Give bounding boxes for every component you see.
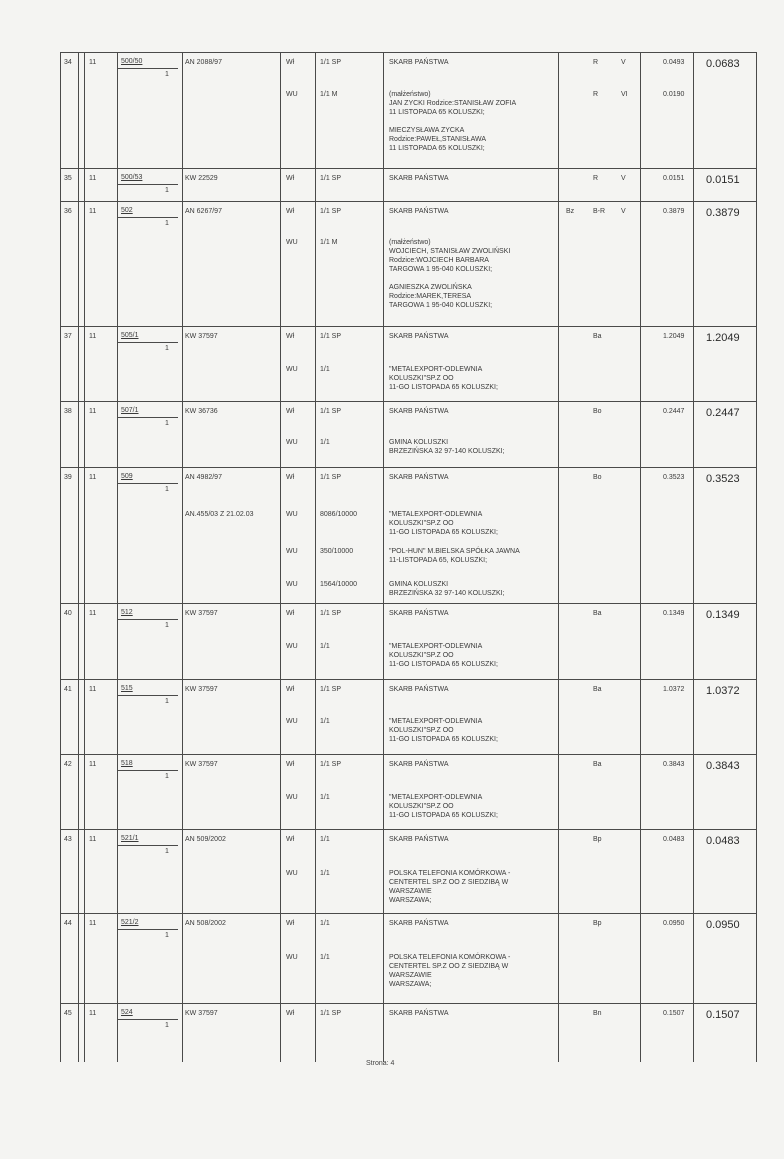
row-number: 34	[64, 59, 72, 66]
owner-line: SKARB PAŃSTWA	[389, 836, 449, 843]
parcel-fraction-line	[118, 217, 178, 218]
use-area: 0.0493	[663, 59, 685, 66]
parcel-number: 509	[121, 473, 133, 480]
owner-line: WARSZAWIE	[389, 888, 432, 895]
parcel-total-area: 0.0950	[706, 919, 740, 931]
entry-share: 350/10000	[320, 548, 354, 555]
use-class-a: Bz	[566, 208, 575, 215]
parcel-total-area: 0.0483	[706, 835, 740, 847]
entry-type: WU	[286, 548, 298, 555]
parcel-fraction-line	[118, 417, 178, 418]
owner-line: 11 LISTOPADA 65 KOLUSZKI;	[389, 145, 485, 152]
entry-type: WU	[286, 91, 298, 98]
title-document: AN 2088/97	[185, 59, 222, 66]
parcel-sheet: 1	[165, 220, 169, 227]
entry-share: 1/1	[320, 439, 330, 446]
precinct-number: 11	[89, 836, 97, 843]
parcel-total-area: 0.3523	[706, 473, 740, 485]
owner-line: AGNIESZKA ZWOLIŃSKA	[389, 284, 472, 291]
precinct-number: 11	[89, 59, 97, 66]
entry-type: WU	[286, 954, 298, 961]
parcel-fraction-line	[118, 695, 178, 696]
owner-line: 11-GO LISTOPADA 65 KOLUSZKI;	[389, 661, 498, 668]
table-border	[280, 52, 281, 1062]
entry-share: 1/1 SP	[320, 1010, 342, 1017]
entry-share: 1/1	[320, 920, 330, 927]
entry-type: Wł	[286, 686, 295, 693]
row-separator	[60, 829, 756, 830]
use-class-b: R	[593, 175, 599, 182]
owner-line: "POL-HUN" M.BIELSKA SPÓŁKA JAWNA	[389, 548, 520, 555]
entry-share: 1/1	[320, 836, 330, 843]
parcel-total-area: 0.2447	[706, 407, 740, 419]
parcel-fraction-line	[118, 619, 178, 620]
entry-share: 1/1 SP	[320, 208, 342, 215]
entry-share: 1/1 SP	[320, 175, 342, 182]
owner-line: TARGOWA 1 95-040 KOLUSZKI;	[389, 302, 493, 309]
owner-line: WARSZAWIE	[389, 972, 432, 979]
entry-type: Wł	[286, 920, 295, 927]
entry-share: 1/1 SP	[320, 686, 342, 693]
parcel-sheet: 1	[165, 420, 169, 427]
use-area: 0.0151	[663, 175, 685, 182]
title-document: KW 36736	[185, 408, 218, 415]
entry-type: Wł	[286, 175, 295, 182]
use-area: 0.1349	[663, 610, 685, 617]
owner-line: SKARB PAŃSTWA	[389, 474, 449, 481]
table-border	[693, 52, 694, 1062]
parcel-sheet: 1	[165, 932, 169, 939]
title-document: AN 508/2002	[185, 920, 226, 927]
owner-line: KOLUSZKI"SP.Z OO	[389, 652, 454, 659]
row-number: 43	[64, 836, 72, 843]
parcel-number: 512	[121, 609, 133, 616]
soil-class: V	[621, 175, 626, 182]
owner-line: SKARB PAŃSTWA	[389, 920, 449, 927]
precinct-number: 11	[89, 761, 97, 768]
use-area: 1.2049	[663, 333, 685, 340]
table-border	[640, 52, 641, 1062]
parcel-number: 500/50	[121, 58, 143, 65]
owner-line: 11-GO LISTOPADA 65 KOLUSZKI;	[389, 384, 498, 391]
owner-line: SKARB PAŃSTWA	[389, 610, 449, 617]
owner-line: SKARB PAŃSTWA	[389, 1010, 449, 1017]
entry-type: WU	[286, 239, 298, 246]
parcel-number: 507/1	[121, 407, 139, 414]
entry-share: 1/1	[320, 870, 330, 877]
row-number: 38	[64, 408, 72, 415]
owner-line: MIECZYSŁAWA ZYCKA	[389, 127, 465, 134]
parcel-total-area: 0.0683	[706, 58, 740, 70]
owner-line: KOLUSZKI"SP.Z OO	[389, 520, 454, 527]
parcel-fraction-line	[118, 929, 178, 930]
parcel-number: 518	[121, 760, 133, 767]
parcel-total-area: 1.0372	[706, 685, 740, 697]
entry-type: WU	[286, 581, 298, 588]
precinct-number: 11	[89, 610, 97, 617]
title-document: AN 4982/97	[185, 474, 222, 481]
parcel-total-area: 0.0151	[706, 174, 740, 186]
parcel-number: 505/1	[121, 332, 139, 339]
parcel-sheet: 1	[165, 486, 169, 493]
entry-type: WU	[286, 439, 298, 446]
use-class-b: Bo	[593, 408, 602, 415]
parcel-number: 502	[121, 207, 133, 214]
parcel-fraction-line	[118, 68, 178, 69]
row-separator	[60, 913, 756, 914]
entry-type: Wł	[286, 836, 295, 843]
precinct-number: 11	[89, 333, 97, 340]
parcel-fraction-line	[118, 342, 178, 343]
table-border	[78, 52, 79, 1062]
page-number: Strona: 4	[366, 1060, 395, 1067]
entry-type: WU	[286, 718, 298, 725]
use-area: 0.0950	[663, 920, 685, 927]
parcel-fraction-line	[118, 184, 178, 185]
entry-share: 1/1	[320, 794, 330, 801]
title-document: AN.455/03 Z 21.02.03	[185, 511, 254, 518]
use-area: 0.3879	[663, 208, 685, 215]
entry-share: 8086/10000	[320, 511, 357, 518]
row-number: 45	[64, 1010, 72, 1017]
parcel-fraction-line	[118, 1019, 178, 1020]
entry-share: 1/1	[320, 718, 330, 725]
entry-share: 1/1 M	[320, 239, 338, 246]
use-area: 0.0483	[663, 836, 685, 843]
row-separator	[60, 401, 756, 402]
entry-type: WU	[286, 794, 298, 801]
use-class-b: Bp	[593, 836, 602, 843]
entry-share: 1/1 SP	[320, 761, 342, 768]
parcel-fraction-line	[118, 483, 178, 484]
parcel-fraction-line	[118, 770, 178, 771]
owner-line: TARGOWA 1 95-040 KOLUSZKI;	[389, 266, 493, 273]
parcel-total-area: 0.1349	[706, 609, 740, 621]
parcel-sheet: 1	[165, 71, 169, 78]
row-separator	[60, 168, 756, 169]
parcel-sheet: 1	[165, 1022, 169, 1029]
owner-line: "METALEXPORT-ODLEWNIA	[389, 366, 483, 373]
row-separator	[60, 603, 756, 604]
table-border	[558, 52, 559, 1062]
owner-line: GMINA KOLUSZKI	[389, 439, 449, 446]
owner-line: CENTERTEL SP.Z OO Z SIEDZIBĄ W	[389, 963, 509, 970]
owner-line: POLSKA TELEFONIA KOMÓRKOWA -	[389, 954, 511, 961]
entry-share: 1564/10000	[320, 581, 357, 588]
entry-share: 1/1 SP	[320, 610, 342, 617]
owner-line: BRZEZIŃSKA 32 97-140 KOLUSZKI;	[389, 590, 505, 597]
row-number: 40	[64, 610, 72, 617]
entry-type: WU	[286, 366, 298, 373]
entry-type: Wł	[286, 408, 295, 415]
soil-class: V	[621, 208, 626, 215]
entry-share: 1/1 SP	[320, 408, 342, 415]
parcel-sheet: 1	[165, 622, 169, 629]
owner-line: WARSZAWA;	[389, 981, 432, 988]
use-class-b: Ba	[593, 686, 602, 693]
owner-line: SKARB PAŃSTWA	[389, 208, 449, 215]
entry-type: Wł	[286, 761, 295, 768]
owner-line: "METALEXPORT-ODLEWNIA	[389, 643, 483, 650]
entry-type: WU	[286, 643, 298, 650]
entry-type: Wł	[286, 610, 295, 617]
owner-line: KOLUSZKI"SP.Z OO	[389, 375, 454, 382]
entry-share: 1/1	[320, 954, 330, 961]
entry-type: Wł	[286, 333, 295, 340]
soil-class: V	[621, 59, 626, 66]
entry-share: 1/1	[320, 366, 330, 373]
parcel-number: 500/53	[121, 174, 143, 181]
owner-line: (małżeństwo)	[389, 91, 431, 98]
owner-line: 11-GO LISTOPADA 65 KOLUSZKI;	[389, 812, 498, 819]
title-document: KW 37597	[185, 333, 218, 340]
parcel-total-area: 0.3843	[706, 760, 740, 772]
row-number: 35	[64, 175, 72, 182]
precinct-number: 11	[89, 408, 97, 415]
precinct-number: 11	[89, 175, 97, 182]
parcel-total-area: 0.3879	[706, 207, 740, 219]
owner-line: 11 LISTOPADA 65 KOLUSZKI;	[389, 109, 485, 116]
row-number: 37	[64, 333, 72, 340]
entry-share: 1/1 SP	[320, 474, 342, 481]
title-document: KW 37597	[185, 761, 218, 768]
title-document: AN 6267/97	[185, 208, 222, 215]
owner-line: SKARB PAŃSTWA	[389, 686, 449, 693]
precinct-number: 11	[89, 474, 97, 481]
owner-line: "METALEXPORT-ODLEWNIA	[389, 794, 483, 801]
entry-type: Wł	[286, 59, 295, 66]
parcel-sheet: 1	[165, 698, 169, 705]
row-separator	[60, 679, 756, 680]
owner-line: SKARB PAŃSTWA	[389, 408, 449, 415]
row-number: 39	[64, 474, 72, 481]
use-class-b: B-R	[593, 208, 606, 215]
row-separator	[60, 52, 756, 53]
precinct-number: 11	[89, 920, 97, 927]
owner-line: (małżeństwo)	[389, 239, 431, 246]
entry-share: 1/1 SP	[320, 333, 342, 340]
row-number: 42	[64, 761, 72, 768]
row-number: 44	[64, 920, 72, 927]
owner-line: GMINA KOLUSZKI	[389, 581, 449, 588]
owner-line: SKARB PAŃSTWA	[389, 333, 449, 340]
owner-line: KOLUSZKI"SP.Z OO	[389, 803, 454, 810]
row-separator	[60, 754, 756, 755]
soil-class: VI	[621, 91, 628, 98]
table-border	[383, 52, 384, 1062]
owner-line: SKARB PAŃSTWA	[389, 59, 449, 66]
owner-line: BRZEZIŃSKA 32 97-140 KOLUSZKI;	[389, 448, 505, 455]
use-class-b: Bo	[593, 474, 602, 481]
use-class-b: Bn	[593, 1010, 602, 1017]
owner-line: "METALEXPORT-ODLEWNIA	[389, 718, 483, 725]
use-class-b: Ba	[593, 610, 602, 617]
use-area: 0.3843	[663, 761, 685, 768]
precinct-number: 11	[89, 1010, 97, 1017]
owner-line: CENTERTEL SP.Z OO Z SIEDZIBĄ W	[389, 879, 509, 886]
owner-line: 11-LISTOPADA 65, KOLUSZKI;	[389, 557, 488, 564]
parcel-sheet: 1	[165, 848, 169, 855]
owner-line: Rodzice:PAWEŁ,STANISŁAWA	[389, 136, 486, 143]
parcel-sheet: 1	[165, 773, 169, 780]
owner-line: 11-GO LISTOPADA 65 KOLUSZKI;	[389, 529, 498, 536]
entry-type: WU	[286, 511, 298, 518]
owner-line: Rodzice:WOJCIECH BARBARA	[389, 257, 489, 264]
owner-line: POLSKA TELEFONIA KOMÓRKOWA -	[389, 870, 511, 877]
use-area: 0.2447	[663, 408, 685, 415]
row-separator	[60, 326, 756, 327]
owner-line: "METALEXPORT-ODLEWNIA	[389, 511, 483, 518]
precinct-number: 11	[89, 208, 97, 215]
row-separator	[60, 201, 756, 202]
table-border	[756, 52, 757, 1062]
parcel-number: 515	[121, 685, 133, 692]
table-border	[60, 52, 61, 1062]
parcel-number: 521/2	[121, 919, 139, 926]
entry-share: 1/1	[320, 643, 330, 650]
precinct-number: 11	[89, 686, 97, 693]
title-document: KW 22529	[185, 175, 218, 182]
row-separator	[60, 1003, 756, 1004]
parcel-fraction-line	[118, 845, 178, 846]
owner-line: SKARB PAŃSTWA	[389, 761, 449, 768]
parcel-number: 521/1	[121, 835, 139, 842]
title-document: KW 37597	[185, 610, 218, 617]
owner-line: JAN ZYCKI Rodzice:STANISŁAW ZOFIA	[389, 100, 517, 107]
use-class-b: Ba	[593, 333, 602, 340]
entry-type: WU	[286, 870, 298, 877]
entry-share: 1/1 M	[320, 91, 338, 98]
title-document: KW 37597	[185, 686, 218, 693]
owner-line: 11-GO LISTOPADA 65 KOLUSZKI;	[389, 736, 498, 743]
table-border	[84, 52, 85, 1062]
row-separator	[60, 467, 756, 468]
use-area: 0.0190	[663, 91, 685, 98]
owner-line: SKARB PAŃSTWA	[389, 175, 449, 182]
row-number: 36	[64, 208, 72, 215]
title-document: AN 509/2002	[185, 836, 226, 843]
use-area: 0.3523	[663, 474, 685, 481]
owner-line: KOLUSZKI"SP.Z OO	[389, 727, 454, 734]
owner-line: WARSZAWA;	[389, 897, 432, 904]
title-document: KW 37597	[185, 1010, 218, 1017]
parcel-sheet: 1	[165, 345, 169, 352]
owner-line: WOJCIECH, STANISŁAW ZWOLIŃSKI	[389, 248, 511, 255]
use-class-b: Bp	[593, 920, 602, 927]
table-border	[117, 52, 118, 1062]
use-class-b: Ba	[593, 761, 602, 768]
entry-type: Wł	[286, 474, 295, 481]
entry-type: Wł	[286, 208, 295, 215]
entry-share: 1/1 SP	[320, 59, 342, 66]
use-class-b: R	[593, 91, 599, 98]
parcel-total-area: 0.1507	[706, 1009, 740, 1021]
row-number: 41	[64, 686, 72, 693]
table-border	[315, 52, 316, 1062]
table-border	[182, 52, 183, 1062]
parcel-number: 524	[121, 1009, 133, 1016]
use-area: 1.0372	[663, 686, 685, 693]
owner-line: Rodzice:MAREK,TERESA	[389, 293, 472, 300]
use-class-b: R	[593, 59, 599, 66]
parcel-sheet: 1	[165, 187, 169, 194]
entry-type: Wł	[286, 1010, 295, 1017]
parcel-total-area: 1.2049	[706, 332, 740, 344]
use-area: 0.1507	[663, 1010, 685, 1017]
